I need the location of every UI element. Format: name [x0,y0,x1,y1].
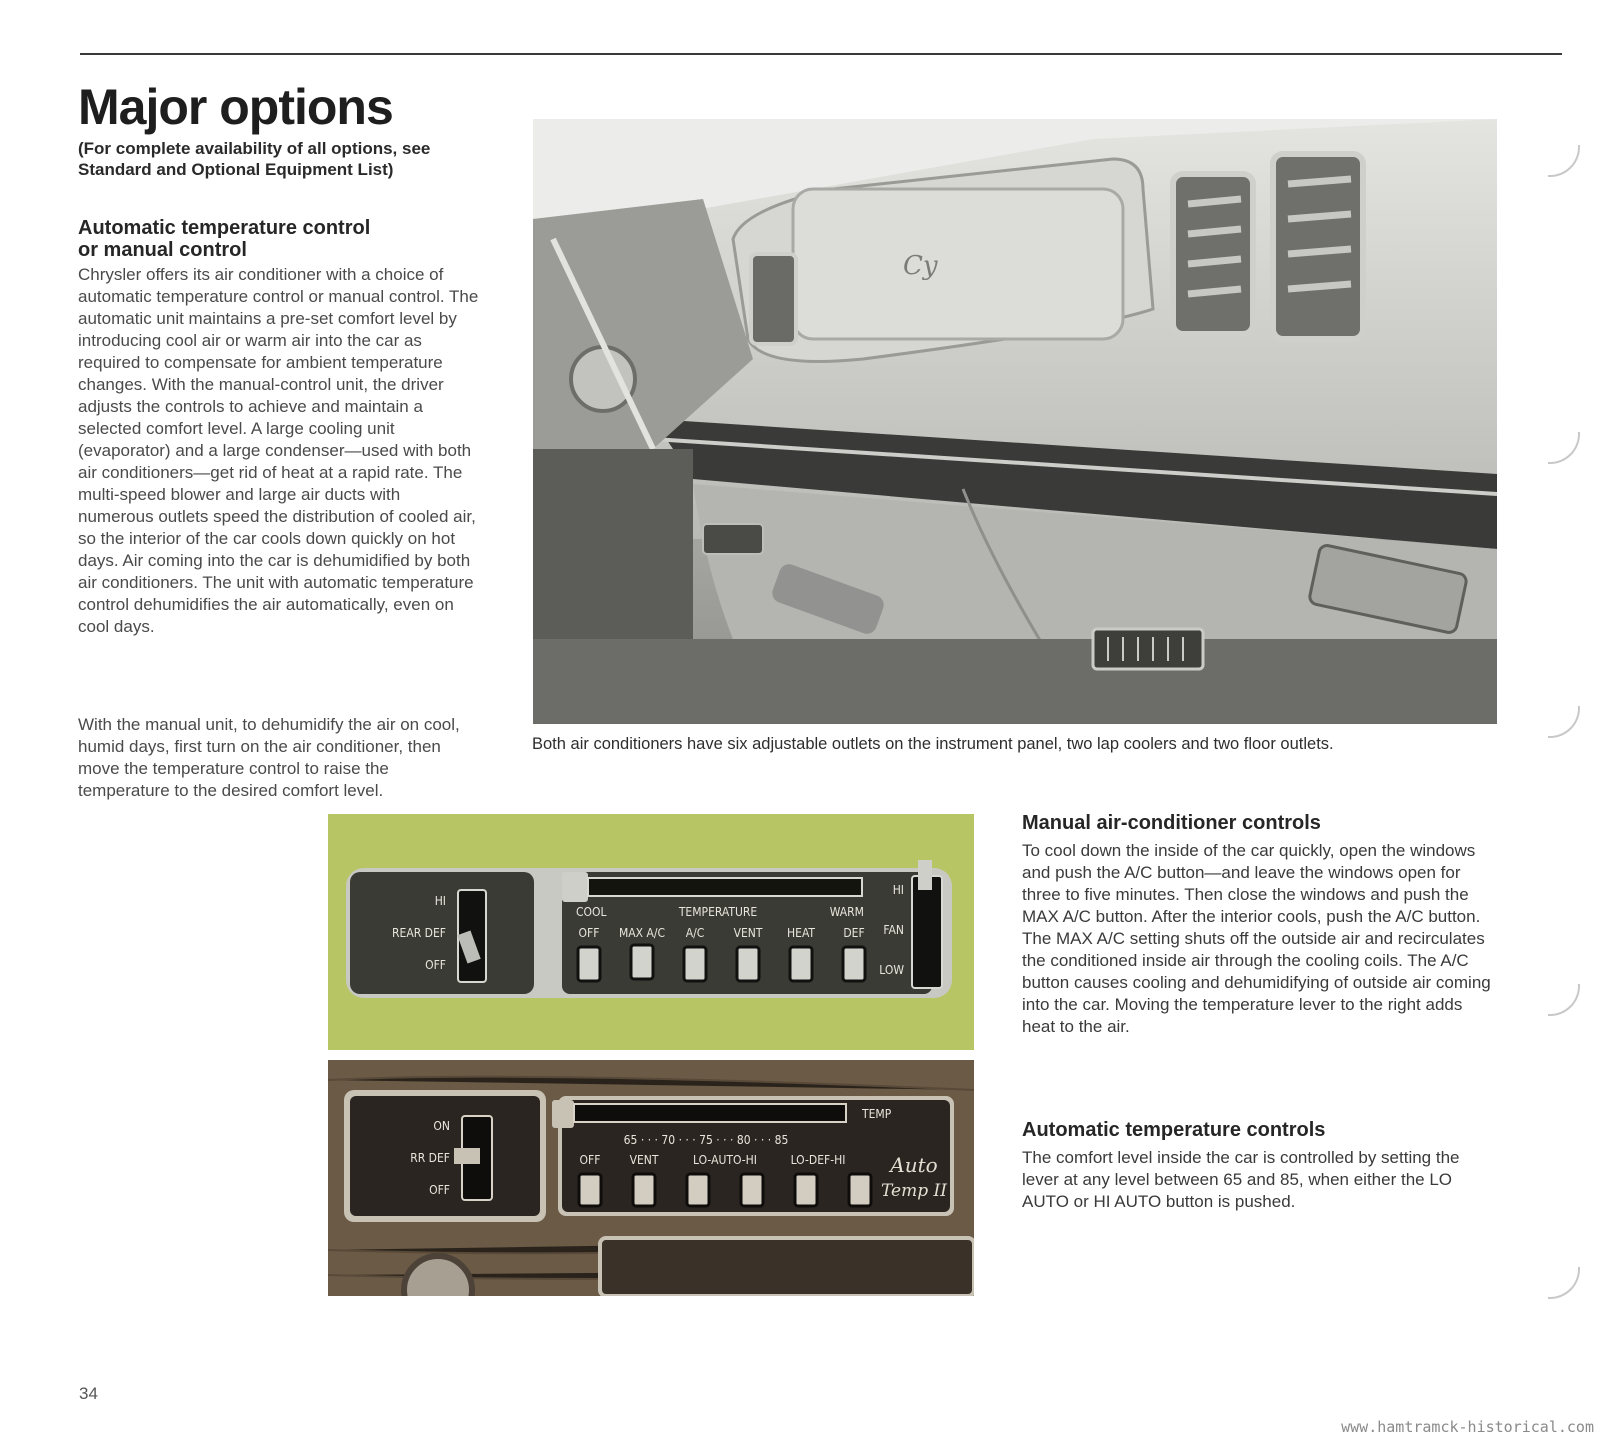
manual-max-ac-button[interactable] [631,945,653,979]
binder-hole-mark [1548,984,1580,1016]
manual-reardef-off-label: OFF [425,958,446,972]
auto-lo-def-button[interactable] [795,1174,817,1206]
page-number: 34 [79,1384,98,1403]
fan-speed-lever[interactable] [912,876,942,988]
manual-heat-button[interactable] [790,947,812,981]
auto-temperature-slider-track[interactable] [574,1104,846,1122]
page-title: Major options [78,79,393,135]
auto-hi-auto-button[interactable] [741,1174,763,1206]
automatic-control-panel-image [328,1060,974,1296]
auto-controls-paragraph: The comfort level inside the car is controlled by setting the lever at any level between 65 and 85, when either the LO AUTO or HI AUTO button is pushed. [1022,1148,1460,1211]
auto-rrdef-label: RR DEF [410,1151,450,1165]
svg-text:Cy: Cy [903,251,938,281]
binder-hole-mark [1548,706,1580,738]
page-subtitle: (For complete availability of all options, see Standard and Optional Equipment List) [78,139,431,179]
manual-button-label-max-ac: MAX A/C [618,926,666,940]
manual-control-panel-image [328,814,974,1050]
auto-off-button[interactable] [579,1174,601,1206]
auto-temp-badge-line2: Temp II [881,1181,947,1201]
binder-hole-mark [1548,432,1580,464]
manual-warm-label: WARM [829,905,864,919]
atc-paragraph-1: Chrysler offers its air conditioner with a choice of automatic temperature control or manual control. The automatic unit maintains a pre-set comfort level by introducing cool air or warm air into the car as required to compensate for ambient temperature changes. With the manual-control unit, the driver adjusts the controls to achieve and maintain a selected comfort level. A large cooling unit (evaporator) and a large condenser—used with both air conditioners—get rid of heat at a rapid rate. The multi-speed blower and large air ducts with numerous outlets speed the distribution of cooled air, so the interior of the car cools down quickly on hot days. Air coming into the car is dehumidified by both air conditioners. The unit with automatic temperature control dehumidifies the air automatically, even on cool days. [78,265,479,636]
auto-vent-button[interactable] [633,1174,655,1206]
dashboard-photo [533,119,1497,724]
manual-temperature-label: TEMPERATURE [678,905,758,919]
manual-button-label-def: DEF [843,926,865,940]
automatic-control-panel-photo [328,1060,974,1296]
auto-button-label-off: OFF [579,1153,601,1167]
binder-hole-mark [1548,1267,1580,1299]
auto-hi-def-button[interactable] [849,1174,871,1206]
dashboard-photo-image [533,119,1497,724]
auto-temp-label: TEMP [862,1107,892,1121]
section-heading-atc [78,217,370,261]
auto-lo-auto-button[interactable] [687,1174,709,1206]
manual-fan-low-label: LOW [879,963,904,977]
manual-ac-button[interactable] [684,947,706,981]
auto-button-label-lo-auto-hi: LO-AUTO-HI [693,1153,757,1167]
section-heading-atc-line2: or manual control [78,239,247,261]
watermark: www.hamtramck-historical.com [1341,1418,1594,1436]
manual-fan-label: FAN [883,923,904,937]
dashboard-photo-caption: Both air conditioners have six adjustable outlets on the instrument panel, two lap coolers and two floor outlets. [532,735,1334,753]
manual-button-label-off: OFF [578,926,600,940]
atc-paragraph-2: With the manual unit, to dehumidify the air on cool, humid days, first turn on the air conditioner, then move the temperature control to raise the temperature to the desired comfort level. [78,715,460,800]
auto-temp-scale: 65 · · · 70 · · · 75 · · · 80 · · · 85 [623,1133,789,1147]
section-heading-auto: Automatic temperature controls [1022,1119,1326,1141]
manual-def-button[interactable] [843,947,865,981]
binder-hole-mark [1548,145,1580,177]
manual-control-panel-photo [328,814,974,1050]
top-rule [80,53,1562,55]
manual-button-label-heat: HEAT [787,926,815,940]
manual-button-label-ac: A/C [685,926,705,940]
section-heading-atc-line1: Automatic temperature control [78,217,371,239]
manual-cool-label: COOL [576,905,607,919]
manual-vent-button[interactable] [737,947,759,981]
auto-temperature-lever-handle[interactable] [552,1100,574,1128]
auto-button-label-lo-def-hi: LO-DEF-HI [790,1153,846,1167]
auto-reardef-off-label: OFF [429,1183,450,1197]
temperature-slider-track[interactable] [588,878,862,896]
manual-reardef-hi-label: HI [434,894,446,908]
manual-controls-paragraph: To cool down the inside of the car quickly, open the windows and push the A/C button—and leave the windows open for three to five minutes. Then close the windows and push the MAX A/C button. After the interior cools, push the A/C button. The MAX A/C setting shuts off the outside air and recirculates the conditioned inside air through the cooling coils. The A/C button causes cooling and dehumidifying of outside air coming into the car. Moving the temperature lever to the right adds heat to the air. [1022,841,1491,1036]
manual-reardef-label: REAR DEF [392,926,446,940]
section-heading-manual: Manual air-conditioner controls [1022,812,1321,834]
temperature-lever-handle[interactable] [562,872,588,902]
auto-button-label-vent: VENT [629,1153,659,1167]
auto-reardef-on-label: ON [433,1119,450,1133]
manual-button-label-vent: VENT [733,926,763,940]
auto-temp-badge-line1: Auto [890,1153,938,1177]
manual-fan-hi-label: HI [892,883,904,897]
manual-off-button[interactable] [578,947,600,981]
